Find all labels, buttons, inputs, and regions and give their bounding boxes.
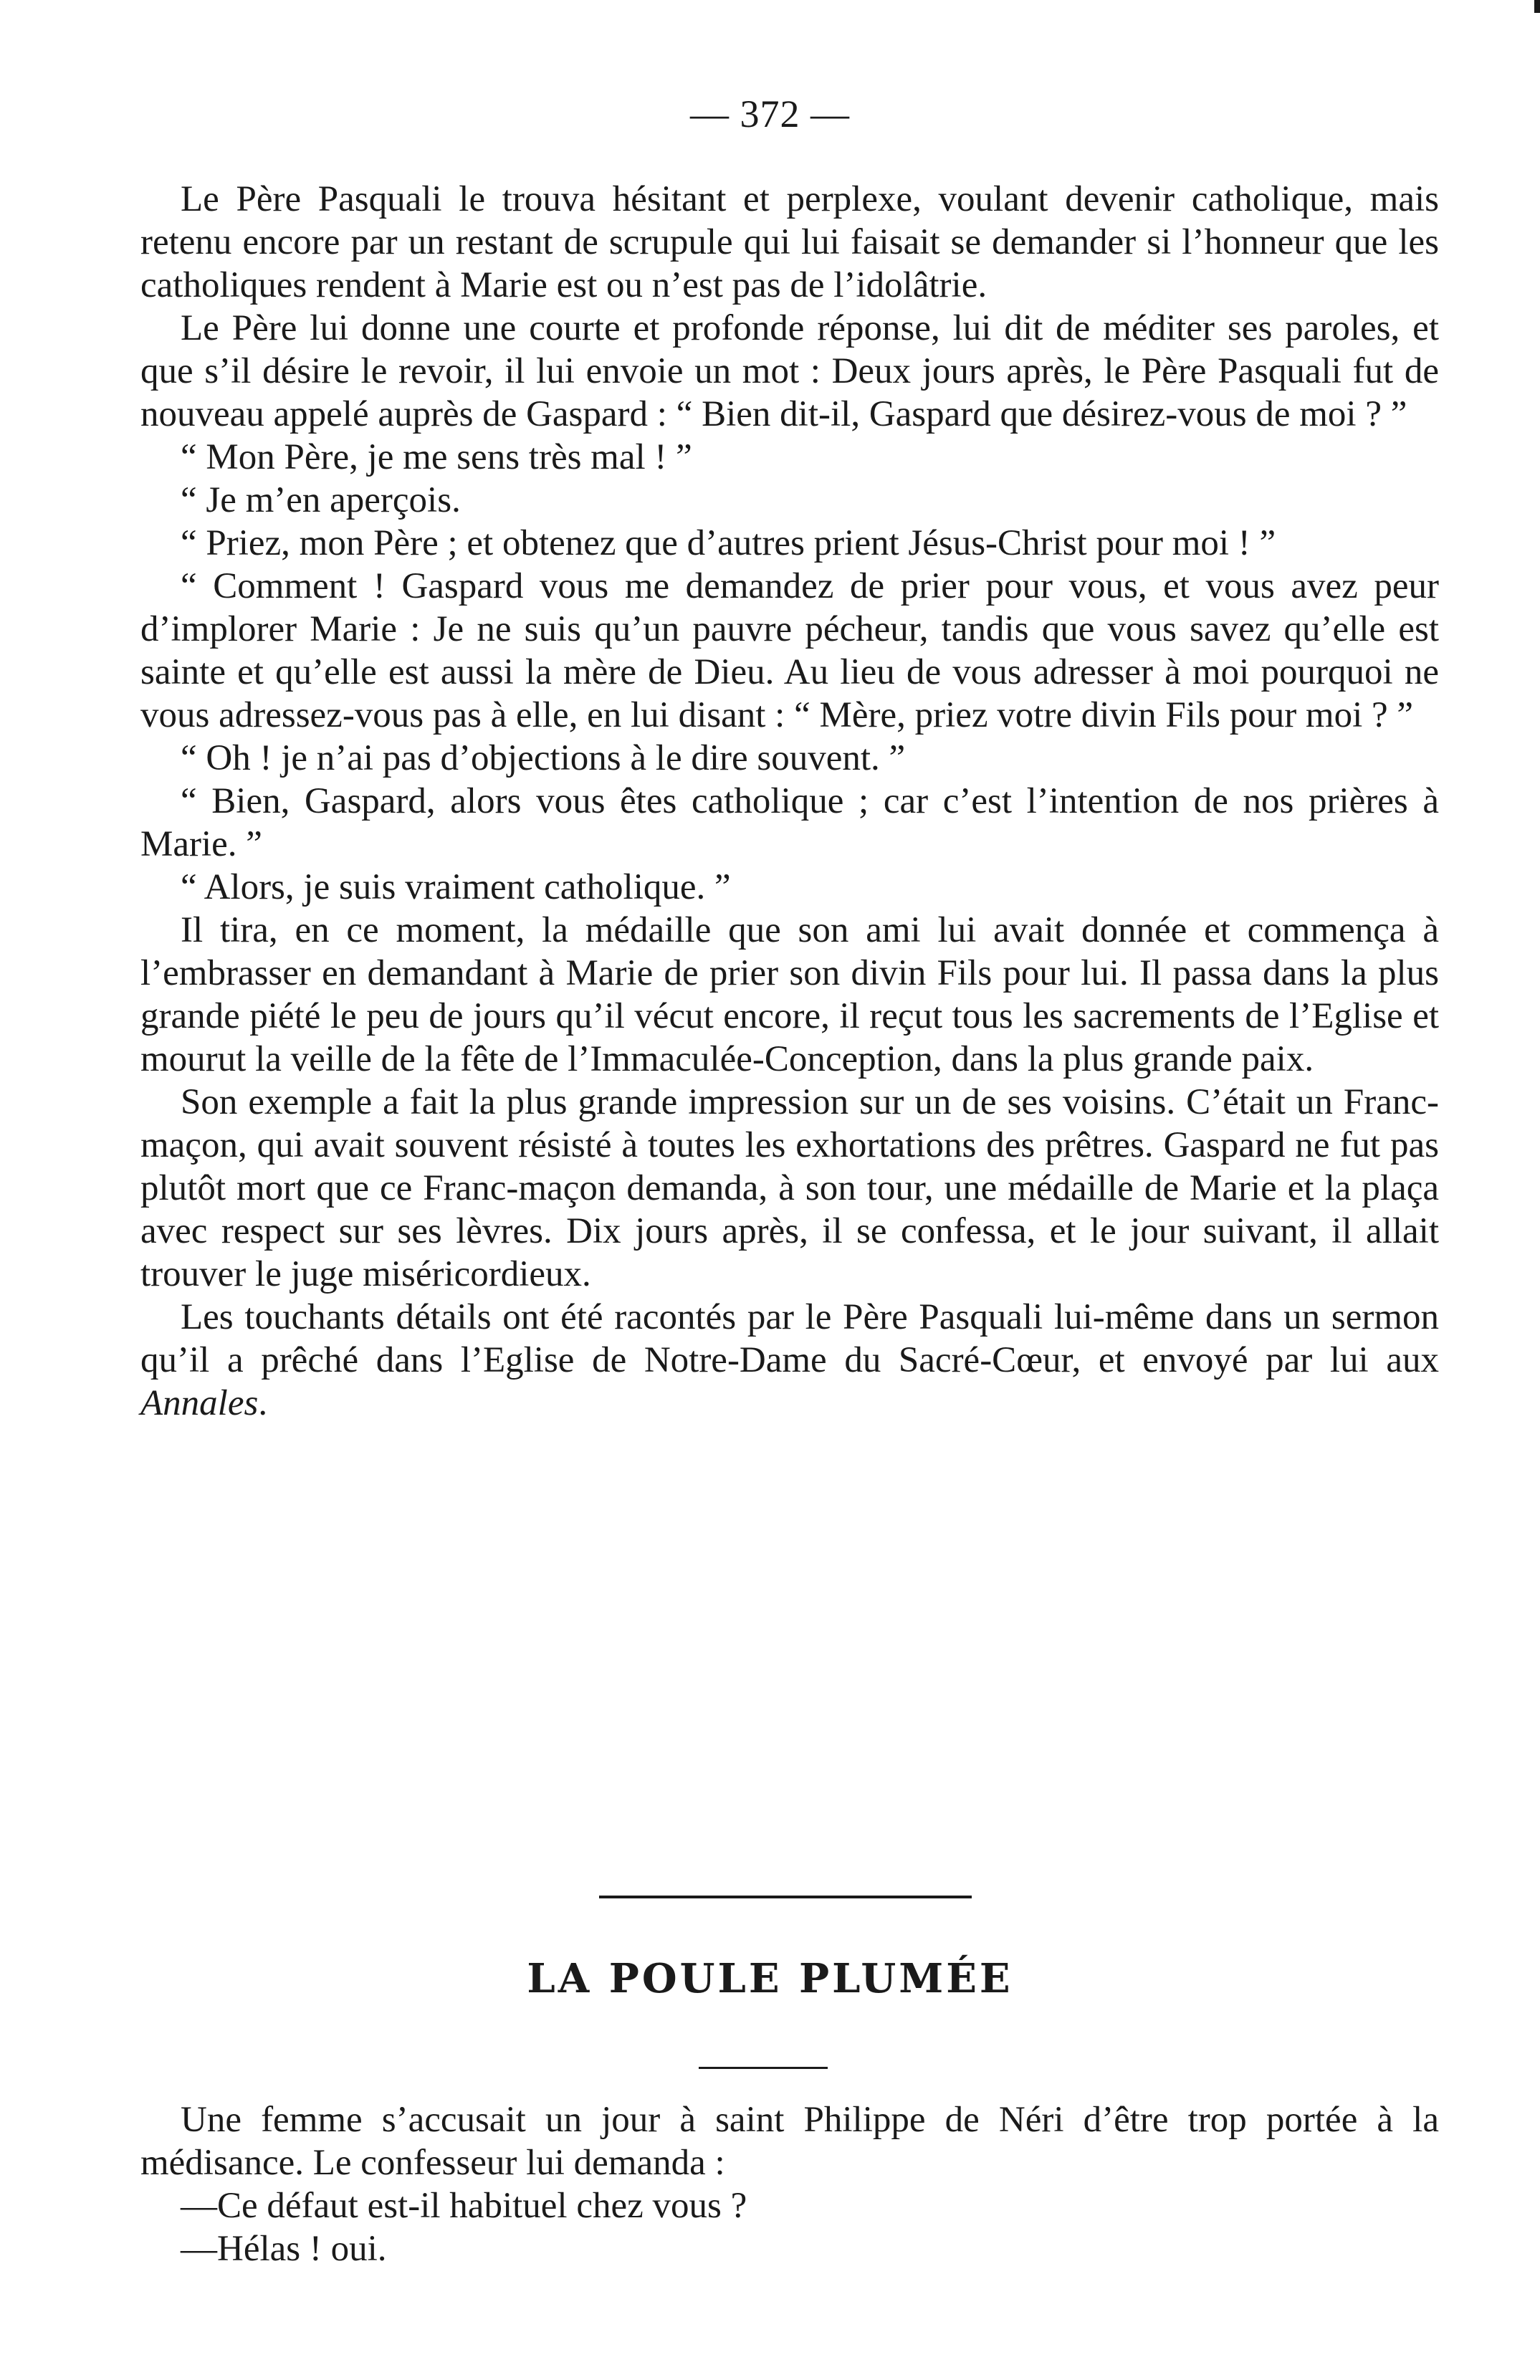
annales-title: Annales bbox=[140, 1383, 259, 1423]
paragraph: Il tira, en ce moment, la médaille que son ami lui avait donnée et commença à l’embrasser en demandant à Marie de prier son divin Fils pour lui. Il passa dans la plus grande piété le peu de jours qu’il vécut encore, il reçut tous les sacrements de l’Eglise et mourut la veille de la fête de l’Immaculée-Conception, dans la plus grande paix. bbox=[140, 910, 1439, 1079]
story-paragraph: Une femme s’accusait un jour à saint Philippe de Néri d’être trop portée à la médisance. Le confesseur lui demanda : bbox=[140, 2100, 1439, 2183]
story-text bbox=[140, 2098, 1439, 2270]
paragraph-end: . bbox=[258, 1383, 268, 1423]
page-edge-mark bbox=[1534, 0, 1540, 13]
paragraph-text: Les touchants détails ont été racontés par le Père Pasquali lui-même dans un sermon qu’il a prêché dans l’Eglise de Notre-Dame du Sacré-Cœur, et envoyé par lui aux bbox=[140, 1297, 1439, 1380]
dialogue-line: “ Je m’en aperçois. bbox=[181, 480, 461, 520]
dialogue-line: “ Mon Père, je me sens très mal ! ” bbox=[181, 437, 692, 477]
paragraph: Son exemple a fait la plus grande impression sur un de ses voisins. C’était un Franc-maçon, qui avait souvent résisté à toutes les exhortations des prêtres. Gaspard ne fut pas plutôt mort que ce Franc-maçon demanda, à son tour, une médaille de Marie et la plaça avec respect sur ses lèvres. Dix jours après, il se confessa, et le jour suivant, il allait trouver le juge miséricordieux. bbox=[140, 1082, 1439, 1294]
body-text bbox=[140, 178, 1439, 1425]
dialogue-line: “ Comment ! Gaspard vous me demandez de prier pour vous, et vous avez peur d’implorer Marie : Je ne suis qu’un pauvre pécheur, tandis que vous savez qu’elle est sainte et qu’elle est aussi la mère de Dieu. Au lieu de vous adresser à moi pourquoi ne vous adressez-vous pas à elle, en lui disant : “ Mère, priez votre divin Fils pour moi ? ” bbox=[140, 566, 1439, 735]
dialogue-line: “ Bien, Gaspard, alors vous êtes catholique ; car c’est l’intention de nos prières à Marie. ” bbox=[140, 781, 1439, 864]
dialogue-line: “ Alors, je suis vraiment catholique. ” bbox=[181, 867, 731, 907]
paragraph-last bbox=[140, 1296, 1439, 1425]
page-number: — 372 — bbox=[690, 92, 850, 135]
paragraph: Le Père Pasquali le trouva hésitant et perplexe, voulant devenir catholique, mais retenu encore par un restant de scrupule qui lui faisait se demander si l’honneur que les catholiques rendent à Marie est ou n’est pas de l’idolâtrie. bbox=[140, 179, 1439, 305]
dialogue-line: “ Priez, mon Père ; et obtenez que d’autres prient Jésus-Christ pour moi ! ” bbox=[181, 523, 1276, 563]
dialogue-line: —Ce défaut est-il habituel chez vous ? bbox=[181, 2186, 747, 2226]
title-ornament-rule bbox=[699, 2067, 828, 2069]
section-title: LA POULE PLUMÉE bbox=[527, 1955, 1013, 2002]
paragraph: Le Père lui donne une courte et profonde réponse, lui dit de méditer ses paroles, et que s’il désire le revoir, il lui envoie un mot : Deux jours après, le Père Pasquali fut de nouveau appelé auprès de Gaspard : “ Bien dit-il, Gaspard que désirez-vous de moi ? ” bbox=[140, 308, 1439, 434]
dialogue-line: “ Oh ! je n’ai pas d’objections à le dire souvent. ” bbox=[181, 738, 906, 778]
section-divider bbox=[599, 1896, 972, 1898]
dialogue-line: —Hélas ! oui. bbox=[181, 2229, 387, 2269]
